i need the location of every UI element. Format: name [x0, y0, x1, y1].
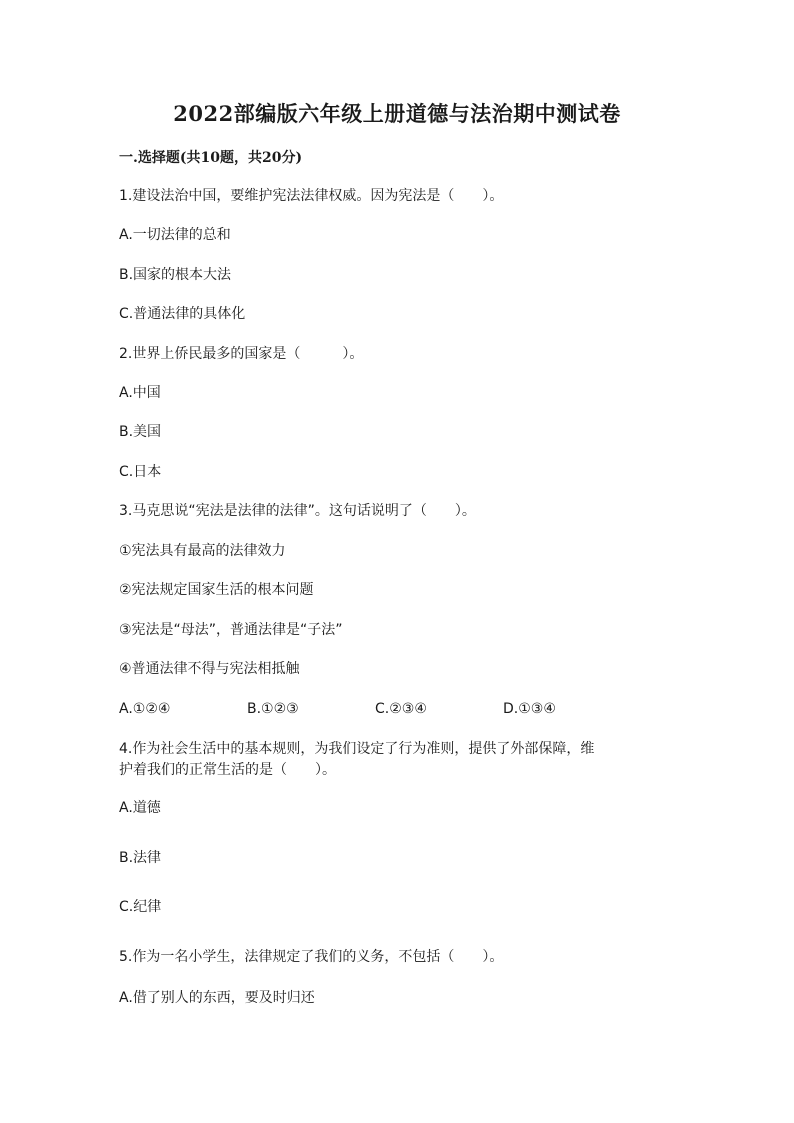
q3-option-a: A.①②④	[119, 701, 171, 717]
q3-statement-3: ③宪法是“母法”，普通法律是“子法”	[119, 622, 343, 638]
section-heading: 一.选择题(共10题，共20分)	[119, 150, 303, 166]
q4-stem-line-1: 4.作为社会生活中的基本规则，为我们设定了行为准则，提供了外部保障，维	[119, 741, 595, 757]
q3-statement-1: ①宪法具有最高的法律效力	[119, 543, 286, 559]
q3-statement-2: ②宪法规定国家生活的根本问题	[119, 582, 314, 598]
q3-option-b: B.①②③	[247, 701, 299, 717]
q4-stem-line-2: 护着我们的正常生活的是（ ）。	[119, 762, 336, 778]
q1-stem: 1.建设法治中国，要维护宪法法律权威。因为宪法是（ ）。	[119, 188, 504, 204]
q5-option-a: A.借了别人的东西，要及时归还	[119, 990, 315, 1006]
q2-option-a: A.中国	[119, 385, 161, 401]
q4-option-b: B.法律	[119, 850, 162, 866]
q3-stem: 3.马克思说“宪法是法律的法律”。这句话说明了（ ）。	[119, 503, 476, 519]
q1-option-b: B.国家的根本大法	[119, 267, 232, 283]
q2-option-c: C.日本	[119, 464, 162, 480]
q2-option-b: B.美国	[119, 424, 162, 440]
q4-option-c: C.纪律	[119, 899, 162, 915]
q2-stem: 2.世界上侨民最多的国家是（ ）。	[119, 346, 364, 362]
q4-option-a: A.道德	[119, 800, 161, 816]
q3-option-d: D.①③④	[503, 701, 556, 717]
page-title: 2022部编版六年级上册道德与法治期中测试卷	[173, 101, 621, 126]
q1-option-a: A.一切法律的总和	[119, 227, 231, 243]
q1-option-c: C.普通法律的具体化	[119, 306, 246, 322]
q5-stem: 5.作为一名小学生，法律规定了我们的义务，不包括（ ）。	[119, 949, 504, 965]
q3-statement-4: ④普通法律不得与宪法相抵触	[119, 661, 300, 677]
q3-option-c: C.②③④	[375, 701, 427, 717]
